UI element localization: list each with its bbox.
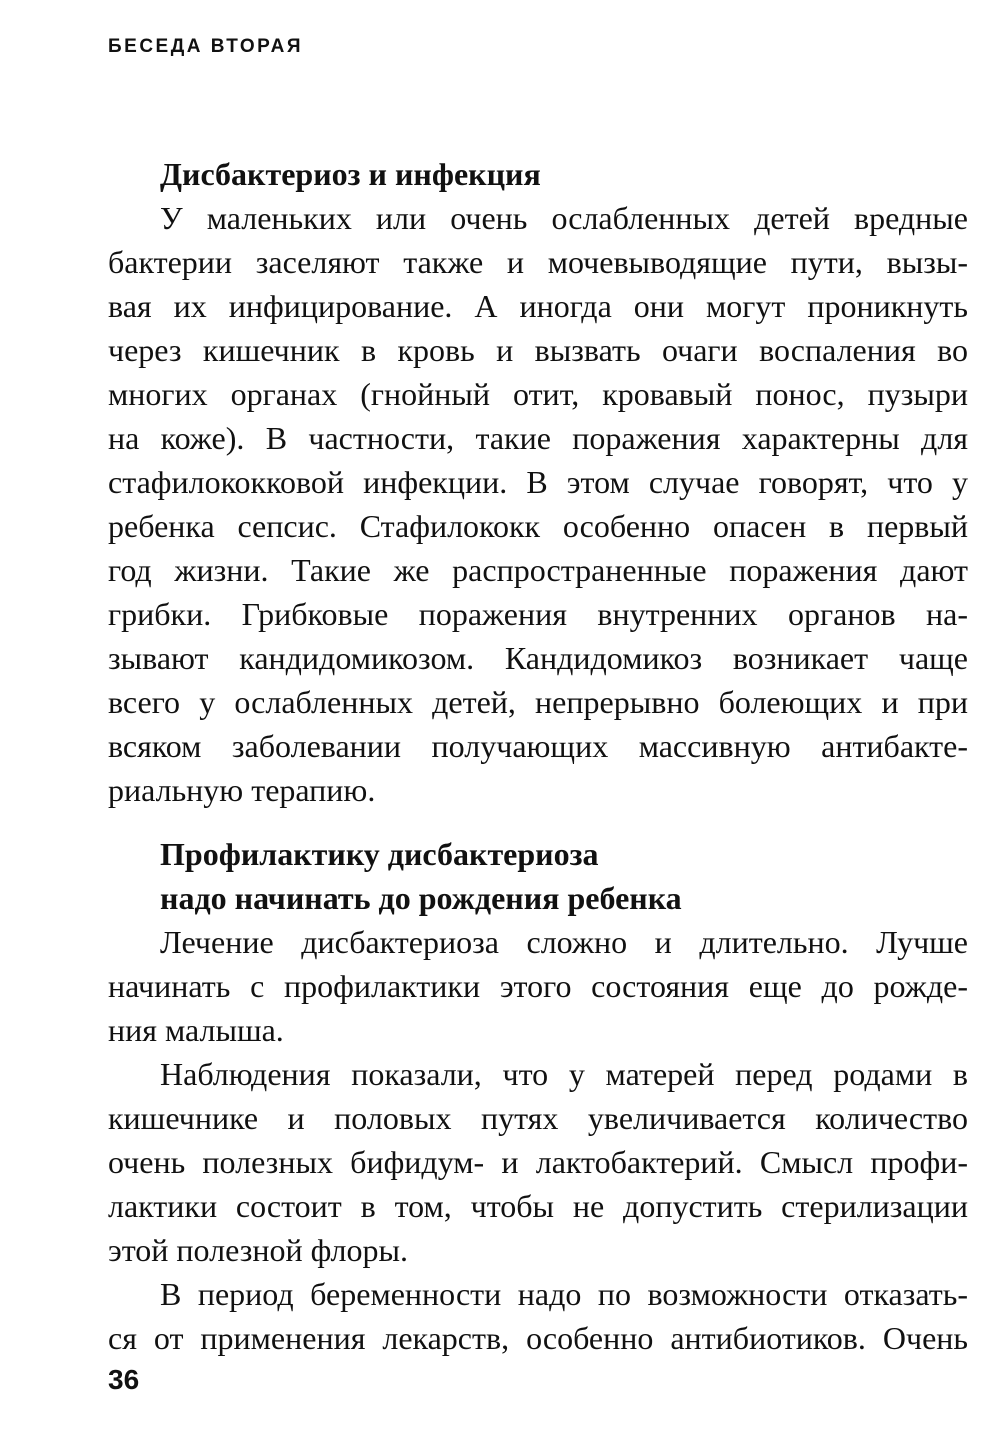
section-heading: надо начинать до рождения ребенка	[160, 880, 682, 916]
paragraph-line: Наблюдения показали, что у матерей перед родами в	[160, 1056, 968, 1092]
section-infection	[108, 152, 968, 812]
paragraph-line: кишечнике и половых путях увеличивается количество	[108, 1100, 968, 1136]
section-prevention	[108, 832, 968, 1360]
page-number: 36	[108, 1364, 140, 1395]
paragraph-line: многих органах (гнойный отит, кровавый понос, пузыри	[108, 376, 968, 412]
paragraph-line: бактерии заселяют также и мочевыводящие пути, вызы-	[108, 244, 968, 280]
paragraph-line: всего у ослабленных детей, непрерывно болеющих и при	[108, 684, 968, 720]
paragraph-line: очень полезных бифидум- и лактобактерий. Смысл профи-	[108, 1144, 968, 1180]
paragraph-line: ния малыша.	[108, 1012, 284, 1048]
paragraph-line: год жизни. Такие же распространенные поражения дают	[108, 552, 968, 588]
paragraph-line: начинать с профилактики этого состояния еще до рожде-	[108, 968, 968, 1004]
paragraph-line: Лечение дисбактериоза сложно и длительно. Лучше	[160, 924, 968, 960]
paragraph-line: ребенка сепсис. Стафилококк особенно опасен в первый	[108, 508, 968, 544]
paragraph-line: ся от применения лекарств, особенно антибиотиков. Очень	[108, 1320, 968, 1356]
paragraph-line: лактики состоит в том, чтобы не допустить стерилизации	[108, 1188, 968, 1224]
paragraph-line: грибки. Грибковые поражения внутренних органов на-	[108, 596, 968, 632]
paragraph-line: на коже). В частности, такие поражения характерны для	[108, 420, 968, 456]
paragraph-line: У маленьких или очень ослабленных детей вредные	[160, 200, 968, 236]
paragraph-line: всяком заболевании получающих массивную антибакте-	[108, 728, 968, 764]
running-head: БЕСЕДА ВТОРАЯ	[108, 36, 304, 57]
paragraph-line: зывают кандидомикозом. Кандидомикоз возникает чаще	[108, 640, 968, 676]
paragraph-line: риальную терапию.	[108, 772, 376, 808]
paragraph-line: стафилококковой инфекции. В этом случае говорят, что у	[108, 464, 968, 500]
paragraph-line: этой полезной флоры.	[108, 1232, 408, 1268]
paragraph-line: В период беременности надо по возможности отказать-	[160, 1276, 968, 1312]
paragraph-line: вая их инфицирование. А иногда они могут проникнуть	[108, 288, 968, 324]
section-heading: Профилактику дисбактериоза	[160, 836, 599, 872]
paragraph-line: через кишечник в кровь и вызвать очаги воспаления во	[108, 332, 968, 368]
section-heading: Дисбактериоз и инфекция	[160, 156, 541, 192]
